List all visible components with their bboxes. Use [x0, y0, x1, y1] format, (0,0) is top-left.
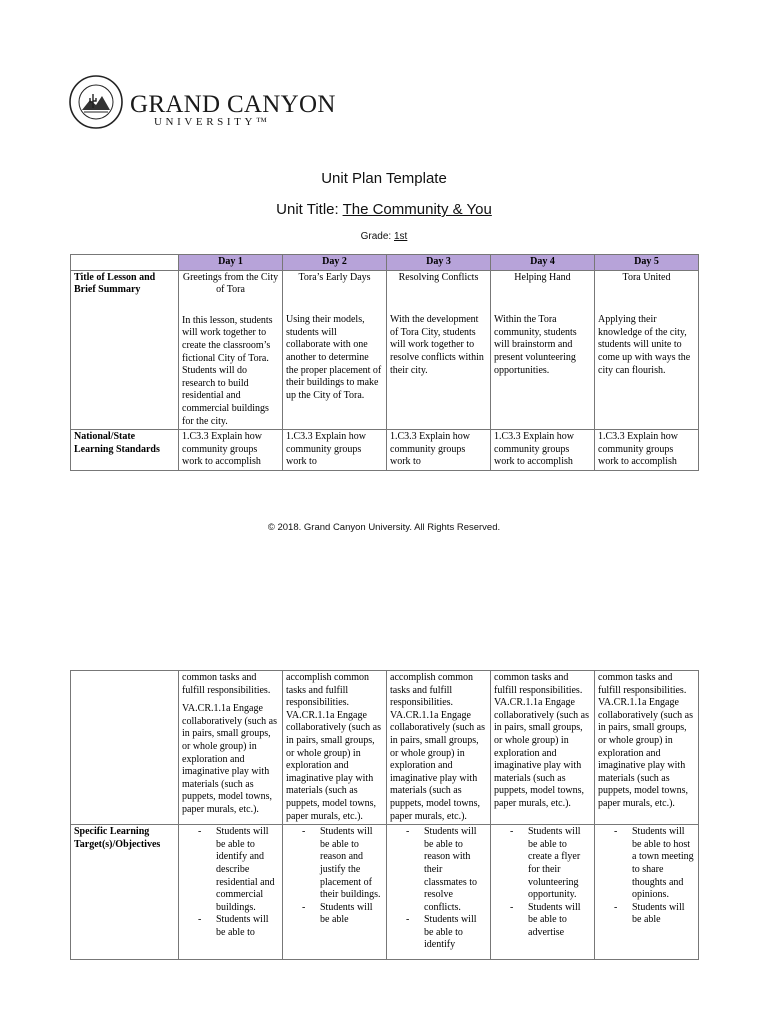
lesson-cell — [387, 270, 491, 430]
objective-item: - Students will be able to identify and describe residential and commercial buildings. — [216, 826, 279, 914]
document-title: Unit Plan Template — [321, 170, 447, 187]
lesson-title: Tora United — [622, 271, 671, 283]
day-header: Day 1 — [179, 255, 283, 271]
lesson-title: Greetings from the City of Tora — [182, 271, 279, 296]
objectives-cell — [595, 825, 699, 960]
copyright-footer: © 2018. Grand Canyon University. All Rights Reserved. — [267, 522, 501, 533]
objective-item: - Students will be able to reason with their classmates to resolve conflicts. — [424, 826, 487, 914]
standards-cell — [491, 430, 595, 471]
standards-continued: common tasks and fulfill responsibilities. — [598, 672, 687, 696]
unit-title-value: The Community & You — [342, 201, 492, 218]
objective-item: - Students will be able — [632, 902, 695, 927]
row-label-title: Title of Lesson and Brief Summary — [71, 270, 179, 430]
table-row — [71, 430, 699, 471]
day-header: Day 2 — [283, 255, 387, 271]
lesson-summary: In this lesson, students will work together to create the classroom’s fictional City of Tora. Students will do research to build residential and commercial buildings for the city. — [182, 314, 273, 427]
row-label-standards: National/State Learning Standards — [71, 430, 179, 471]
objective-item: - Students will be able to identify — [424, 914, 487, 952]
standards-cell — [387, 671, 491, 825]
table-row — [71, 671, 699, 825]
standards-va: VA.CR.1.1a Engage collaboratively (such as in pairs, small groups, or whole group) in exploration and imaginative play with materials (such as puppets, model towns, paper murals, etc.). — [286, 709, 381, 822]
logo-wordmark: GRAND CANYON — [130, 91, 336, 118]
lesson-title: Helping Hand — [514, 271, 571, 283]
standards-text: 1.C3.3 Explain how community groups work to accomplish — [494, 431, 574, 468]
lesson-summary: Within the Tora community, students will brainstorm and present volunteering opportunities. — [494, 314, 577, 376]
unit-plan-table-page-2 — [70, 670, 699, 960]
objective-item: - Students will be able to host a town meeting to share thoughts and opinions. — [632, 826, 695, 902]
standards-cell — [179, 671, 283, 825]
university-seal-icon — [68, 74, 124, 130]
unit-plan-table-page-1 — [70, 254, 699, 471]
objectives-cell — [283, 825, 387, 960]
standards-cell — [491, 671, 595, 825]
grade-line — [0, 231, 768, 242]
standards-cell — [283, 671, 387, 825]
standards-va: VA.CR.1.1a Engage collaboratively (such as in pairs, small groups, or whole group) in exploration and imaginative play with materials (such as puppets, model towns, paper murals, etc.). — [598, 697, 693, 809]
day-header: Day 5 — [595, 255, 699, 271]
standards-va: VA.CR.1.1a Engage collaboratively (such as in pairs, small groups, or whole group) in exploration and imaginative play with materials (such as puppets, model towns, paper murals, etc.). — [494, 697, 589, 809]
standards-text: 1.C3.3 Explain how community groups work to — [286, 431, 366, 468]
table-row — [71, 270, 699, 430]
table-header-row — [71, 255, 699, 271]
standards-text: 1.C3.3 Explain how community groups work to — [390, 431, 470, 468]
university-logo — [68, 74, 336, 130]
standards-continued: common tasks and fulfill responsibilities. — [182, 672, 271, 696]
lesson-cell — [179, 270, 283, 430]
objective-item: - Students will be able to — [216, 914, 279, 939]
objectives-cell — [179, 825, 283, 960]
logo-subword: UNIVERSITY™ — [154, 116, 271, 128]
row-label-objectives: Specific Learning Target(s)/Objectives — [71, 825, 179, 960]
lesson-summary: With the development of Tora City, students will work together to resolve conflicts within their city. — [390, 314, 484, 376]
standards-cell — [283, 430, 387, 471]
row-label-continued — [71, 671, 179, 825]
day-header: Day 3 — [387, 255, 491, 271]
standards-cell — [595, 671, 699, 825]
objectives-cell — [387, 825, 491, 960]
lesson-cell — [595, 270, 699, 430]
unit-title-label: Unit Title: — [276, 201, 343, 218]
standards-va: VA.CR.1.1a Engage collaboratively (such as in pairs, small groups, or whole group) in exploration and imaginative play with materials (such as puppets, model towns, paper murals, etc.). — [390, 709, 485, 822]
lesson-cell — [491, 270, 595, 430]
standards-va: VA.CR.1.1a Engage collaboratively (such as in pairs, small groups, or whole group) in exploration and imaginative play with materials (such as puppets, model towns, paper murals, etc.). — [182, 703, 277, 815]
table-row — [71, 825, 699, 960]
day-header: Day 4 — [491, 255, 595, 271]
objective-item: - Students will be able to create a flyer for their volunteering opportunity. — [528, 826, 591, 902]
standards-text: 1.C3.3 Explain how community groups work to accomplish — [598, 431, 678, 468]
standards-cell — [387, 430, 491, 471]
objective-item: - Students will be able — [320, 902, 383, 927]
header-corner-cell — [71, 255, 179, 271]
lesson-summary: Using their models, students will collaborate with one another to determine the proper placement of their buildings to make up the City of Tora. — [286, 314, 382, 401]
lesson-cell — [283, 270, 387, 430]
standards-cell — [595, 430, 699, 471]
standards-cell — [179, 430, 283, 471]
lesson-summary: Applying their knowledge of the city, students will unite to come up with ways the city can flourish. — [598, 314, 691, 376]
standards-continued: common tasks and fulfill responsibilities. — [494, 672, 583, 696]
standards-continued: accomplish common tasks and fulfill responsibilities. — [390, 672, 474, 709]
grade-value: 1st — [394, 231, 408, 242]
lesson-title: Resolving Conflicts — [398, 271, 479, 283]
standards-text: 1.C3.3 Explain how community groups work to accomplish — [182, 431, 262, 468]
objective-item: - Students will be able to advertise — [528, 902, 591, 940]
grade-label: Grade: — [360, 231, 394, 242]
objectives-cell — [491, 825, 595, 960]
unit-title — [0, 201, 768, 218]
objective-item: - Students will be able to reason and justify the placement of their buildings. — [320, 826, 383, 902]
standards-continued: accomplish common tasks and fulfill responsibilities. — [286, 672, 370, 709]
lesson-title: Tora’s Early Days — [298, 271, 371, 283]
